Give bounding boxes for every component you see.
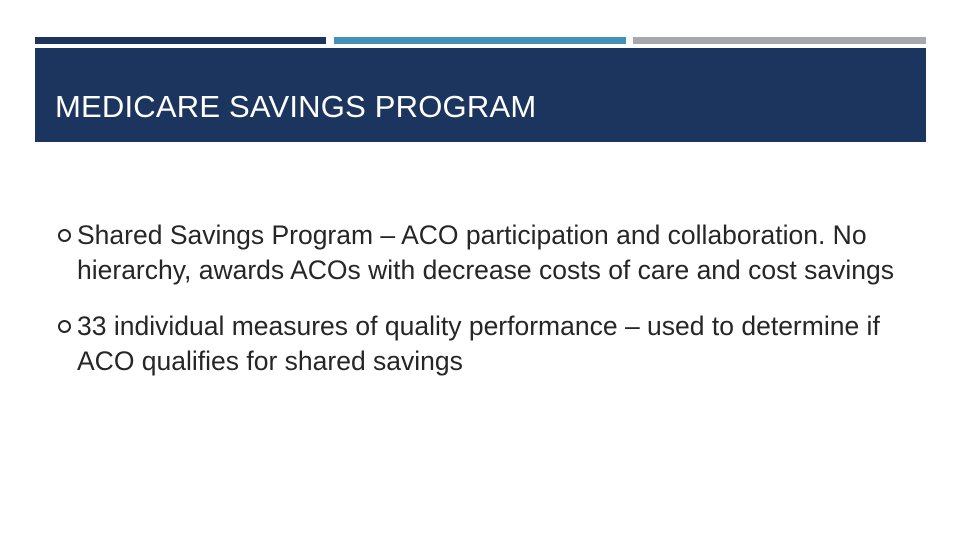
bullet-list <box>58 218 908 400</box>
accent-bar-gray <box>633 37 926 44</box>
bullet-item <box>58 218 908 288</box>
slide-title: MEDICARE SAVINGS PROGRAM <box>55 89 537 124</box>
accent-bar-navy <box>35 37 326 44</box>
bullet-text: 33 individual measures of quality performance – used to determine if ACO qualifies for shared savings <box>77 311 880 376</box>
title-band <box>35 48 926 142</box>
accent-bar-blue <box>334 37 626 44</box>
hollow-circle-bullet-icon <box>58 229 71 242</box>
bullet-text: Shared Savings Program – ACO participation and collaboration. No hierarchy, awards ACOs with decrease costs of care and cost savings <box>77 220 894 285</box>
hollow-circle-bullet-icon <box>58 320 71 333</box>
bullet-item <box>58 309 908 379</box>
